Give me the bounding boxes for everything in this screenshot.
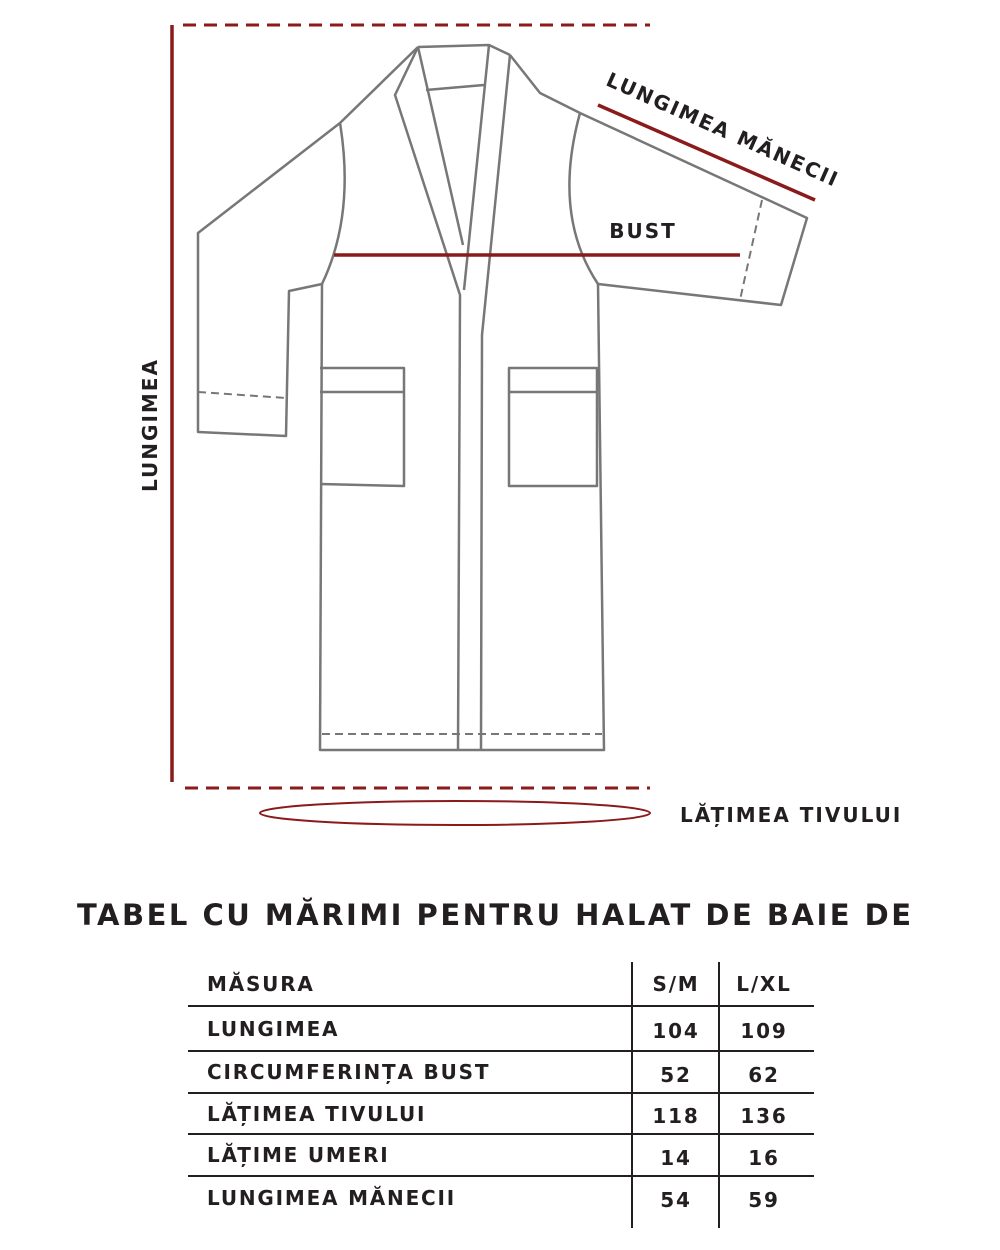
measurement-lines <box>172 25 815 825</box>
row-value-sm: 104 <box>652 1019 700 1043</box>
length-label: LUNGIMEA <box>138 358 162 492</box>
right-cuff-stitch <box>740 200 762 300</box>
row-value-sm: 118 <box>652 1104 700 1128</box>
left-sleeve <box>198 123 340 436</box>
header-measure: MĂSURA <box>207 972 315 996</box>
sleeve-length-label: LUNGIMEA MĂNECII <box>602 67 843 192</box>
row-value-sm: 52 <box>660 1063 692 1087</box>
row-value-lxl: 62 <box>748 1063 780 1087</box>
row-rule <box>188 1092 814 1094</box>
header-size-sm: S/M <box>652 972 700 996</box>
bust-label: BUST <box>609 219 677 243</box>
left-pocket <box>320 368 404 486</box>
row-label: LUNGIMEA <box>207 1017 340 1041</box>
header-size-lxl: L/XL <box>736 972 792 996</box>
row-value-sm: 14 <box>660 1146 692 1170</box>
row-value-lxl: 59 <box>748 1188 780 1212</box>
row-value-lxl: 16 <box>748 1146 780 1170</box>
right-shoulder <box>510 55 580 113</box>
bathrobe-outline <box>198 45 807 750</box>
left-lapel-inner <box>418 47 463 245</box>
row-label: CIRCUMFERINȚA BUST <box>207 1060 491 1084</box>
row-label: LUNGIMEA MĂNECII <box>207 1186 457 1210</box>
row-rule <box>188 1175 814 1177</box>
hem-width-label: LĂȚIMEA TIVULUI <box>680 803 903 827</box>
row-label: LĂȚIME UMERI <box>207 1143 390 1167</box>
collar-inner <box>426 85 484 90</box>
robe-body <box>320 284 604 750</box>
right-armhole <box>569 113 598 284</box>
collar-back <box>418 45 510 55</box>
left-cuff-stitch <box>198 392 286 398</box>
right-pocket <box>509 368 597 486</box>
row-value-lxl: 136 <box>740 1104 788 1128</box>
left-shoulder <box>340 47 418 123</box>
row-rule <box>188 1133 814 1135</box>
size-table-title: TABEL CU MĂRIMI PENTRU HALAT DE BAIE DE <box>77 898 914 932</box>
row-value-lxl: 109 <box>740 1019 788 1043</box>
hem-width-ellipse <box>260 801 650 825</box>
row-label: LĂȚIMEA TIVULUI <box>207 1102 427 1126</box>
row-value-sm: 54 <box>660 1188 692 1212</box>
left-armhole <box>322 123 345 284</box>
size-table <box>188 962 814 1228</box>
row-rule <box>188 1050 814 1052</box>
header-rule <box>188 1005 814 1007</box>
right-lapel-outer <box>481 55 510 750</box>
